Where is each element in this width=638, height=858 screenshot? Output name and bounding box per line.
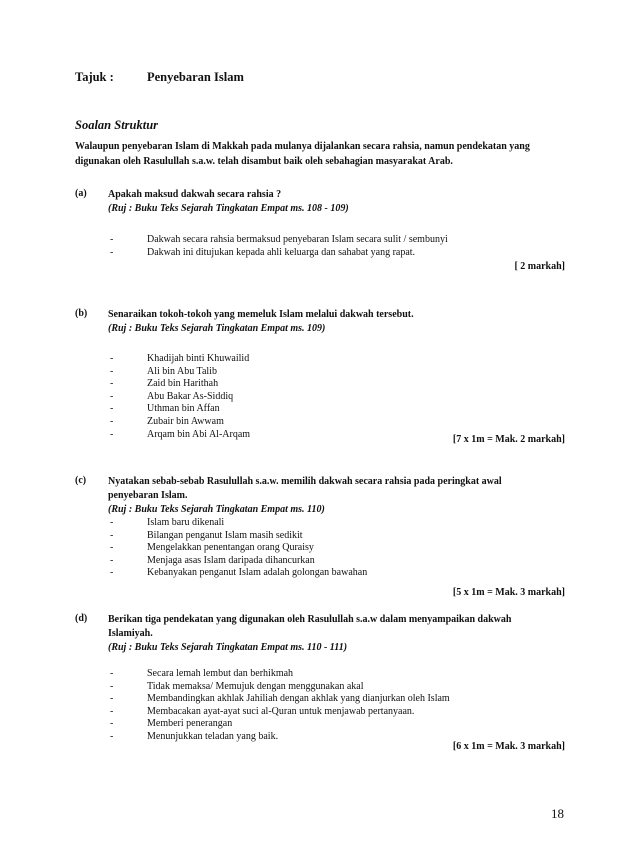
question-letter: (b) bbox=[75, 308, 88, 319]
question-letter: (c) bbox=[75, 475, 87, 486]
question-text: Senaraikan tokoh-tokoh yang memeluk Islam melalui dakwah tersebut. bbox=[108, 309, 414, 320]
question-reference: (Ruj : Buku Teks Sejarah Tingkatan Empat ms. 110) bbox=[108, 504, 325, 515]
question-letter: (d) bbox=[75, 613, 88, 624]
question-reference: (Ruj : Buku Teks Sejarah Tingkatan Empat ms. 108 - 109) bbox=[108, 203, 349, 214]
question-letter: (a) bbox=[75, 188, 87, 199]
marks-c: [5 x 1m = Mak. 3 markah] bbox=[452, 587, 565, 598]
title-row bbox=[75, 70, 244, 85]
question-reference: (Ruj : Buku Teks Sejarah Tingkatan Empat ms. 109) bbox=[108, 323, 326, 334]
question-reference: (Ruj : Buku Teks Sejarah Tingkatan Empat ms. 110 - 111) bbox=[108, 642, 348, 653]
question-text: Nyatakan sebab-sebab Rasulullah s.a.w. memilih dakwah secara rahsia pada peringkat awal penyebaran Islam. bbox=[108, 476, 502, 501]
marks-d: [6 x 1m = Mak. 3 markah] bbox=[452, 741, 565, 752]
question-text: Berikan tiga pendekatan yang digunakan oleh Rasulullah s.a.w dalam menyampaikan dakwah Islamiyah. bbox=[108, 614, 512, 639]
section-heading: Soalan Struktur bbox=[75, 118, 159, 132]
title-colon: : bbox=[109, 70, 114, 84]
marks-b: [7 x 1m = Mak. 2 markah] bbox=[452, 434, 565, 445]
intro-paragraph: Walaupun penyebaran Islam di Makkah pada mulanya dijalankan secara rahsia, namun pendekatan yang digunakan oleh Rasulullah s.a.w. telah disambut baik oleh sebahagian masyarakat Arab. bbox=[75, 141, 530, 167]
title-label: Tajuk bbox=[75, 70, 107, 84]
question-text: Apakah maksud dakwah secara rahsia ? bbox=[108, 189, 282, 200]
document-page: Tajuk : Penyebaran Islam Soalan Struktur Walaupun penyebaran Islam di Makkah pada mulanya dijalankan secara rahsia, namun pendekatan yang digunakan oleh Rasulullah s.a.w. telah disambut baik oleh sebahagian masyarakat Arab. (a) Apakah maksud dakwah secara rahsia ? (Ruj : Buku Teks Sejarah Tingkatan Empat ms. 108 - 109) - Dakwah secara rahsia bermaksud penyebaran Islam secara sulit / sembunyi - Dakwah ini ditujukan kepada ahli keluarga dan sahabat yang rapat. [ 2 markah] (b) Senaraikan tokoh-tokoh yang memeluk Islam melalui dakwah tersebut. (Ruj : Buku Teks Sejarah Tingkatan Empat ms. 109) - Khadijah binti Khuwailid - Ali bin Abu Talib - Zaid bin Harithah - Abu Bakar As-Siddiq - Uthman bin Affan - Zubair bin Awwam - Arqam bin Abi Al-Arqam [7 x 1m = Mak. 2 markah] (c) Nyatakan sebab-sebab Rasulullah s.a.w. memilih dakwah secara rahsia pada peringkat awal penyebaran Islam. (Ruj : Buku Teks Sejarah Tingkatan Empat ms. 110) - Islam baru dikenali - Bilangan penganut Islam masih sedikit - Mengelakkan penentangan orang Quraisy - Menjaga asas Islam daripada dihancurkan - Kebanyakan penganut Islam adalah golongan bawahan [5 x 1m = Mak. 3 markah] (d) Berikan tiga pendekatan yang digunakan oleh Rasulullah s.a.w dalam menyampaikan dakwah Islamiyah. (Ruj : Buku Teks Sejarah Tingkatan Empat ms. 110 - 111) - Secara lemah lembut dan berhikmah - Tidak memaksa/ Memujuk dengan menggunakan akal - Membandingkan akhlak Jahiliah dengan akhlak yang dianjurkan oleh Islam - Membacakan ayat-ayat suci al-Quran untuk menjawab pertanyaan. - Memberi penerangan - Menunjukkan teladan yang baik. [6 x 1m = Mak. 3 markah] 18 bbox=[75, 70, 565, 821]
page-number: 18 bbox=[551, 806, 564, 821]
marks-a: [ 2 markah] bbox=[514, 261, 565, 272]
page-title: Penyebaran Islam bbox=[147, 70, 244, 84]
